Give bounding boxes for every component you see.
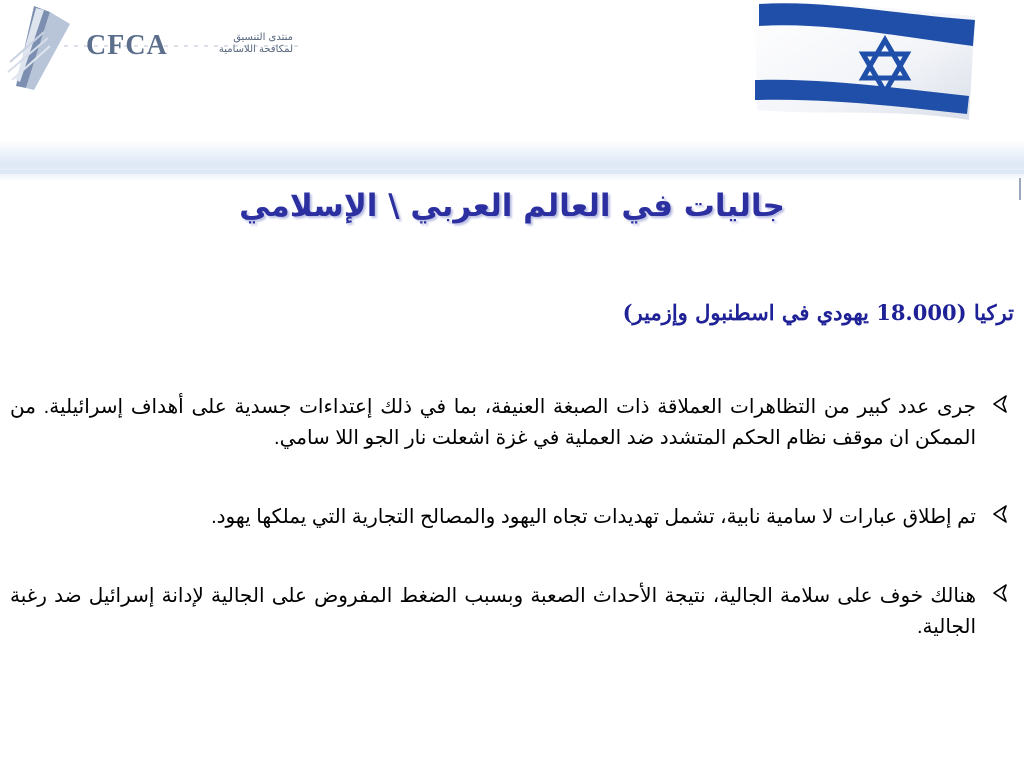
logo-arabic-line: منتدى التنسيق	[233, 32, 293, 43]
israeli-flag	[745, 0, 985, 125]
header-divider	[0, 170, 1024, 174]
israeli-flag-image	[745, 0, 985, 125]
slide-subtitle: تركيا (18.000 يهودي في اسطنبول وإزمير)	[622, 300, 1014, 325]
header-band	[0, 140, 1024, 182]
cfca-logo	[4, 2, 304, 94]
arrow-bullet-icon	[990, 504, 1010, 524]
bullet-item	[10, 581, 1012, 643]
arrow-bullet-icon	[990, 394, 1010, 414]
bullet-item	[10, 502, 1012, 533]
bullet-item	[10, 392, 1012, 454]
slide-title: جاليات في العالم العربي \ الإسلامي	[239, 188, 785, 224]
logo-arabic-name	[188, 32, 293, 56]
bullet-text: هنالك خوف على سلامة الجالية، نتيجة الأحداث الصعبة وبسبب الضغط المفروض على الجالية لإدانة إسرائيل ضد رغبة الجالية.	[10, 585, 976, 638]
logo-arabic-line: لمكافحة اللاسامية	[218, 44, 293, 55]
bullet-text: تم إطلاق عبارات لا سامية نابية، تشمل تهديدات تجاه اليهود والمصالح التجارية التي يملكها يهود.	[211, 506, 976, 528]
bullet-text: جرى عدد كبير من التظاهرات العملاقة ذات الصبغة العنيفة، بما في ذلك إعتداءات جسدية على أهداف إسرائيلية. من الممكن ان موقف نظام الحكم المتشدد ضد العملية في غزة اشعلت نار الجو اللا سامي.	[10, 396, 976, 449]
arrow-bullet-icon	[990, 583, 1010, 603]
bullet-list	[10, 392, 1012, 643]
logo-wordmark: CFCA	[86, 30, 168, 61]
